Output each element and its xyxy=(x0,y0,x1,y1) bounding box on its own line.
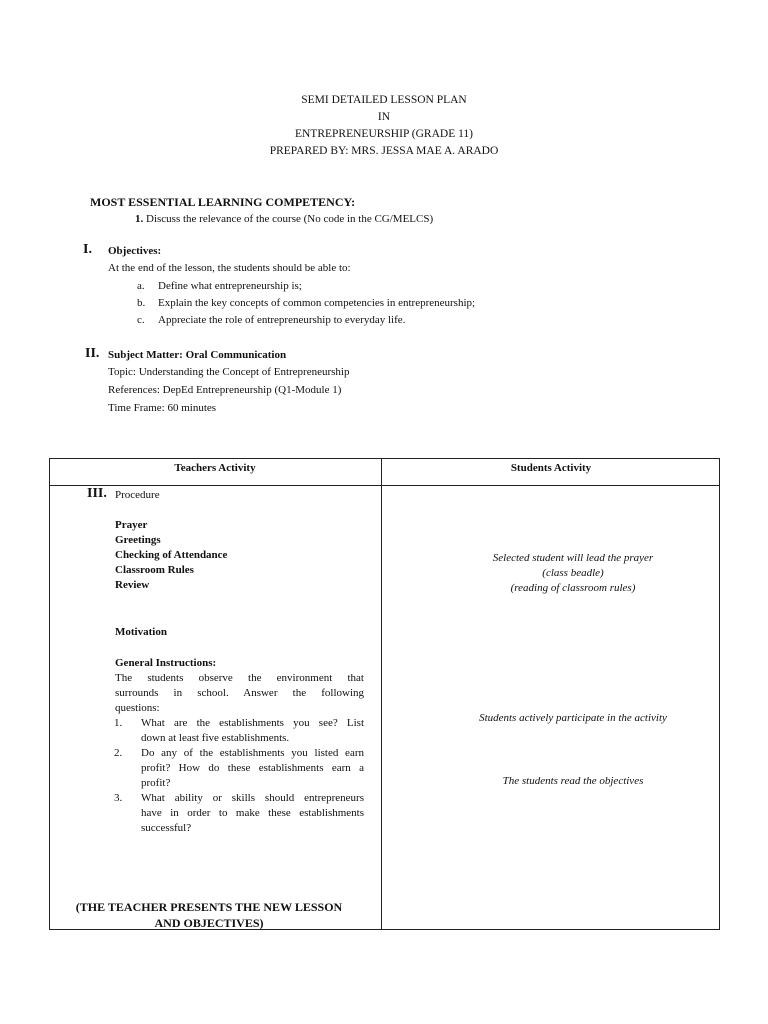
student-participate: Students actively participate in the activity xyxy=(479,712,667,724)
question-2-line-1: Do any of the establishments you listed earn xyxy=(141,747,364,759)
title-line-3: ENTREPRENEURSHIP (GRADE 11) xyxy=(294,128,474,140)
instructions-line-3: questions: xyxy=(115,702,160,714)
melc-number: 1. xyxy=(135,213,144,225)
objective-item-b: Explain the key concepts of common competencies in entrepreneurship; xyxy=(158,297,476,309)
question-2-line-2: profit? How do these establishments earn a xyxy=(141,762,364,774)
title-line-2: IN xyxy=(377,111,391,123)
subject-matter-heading: Subject Matter: Oral Communication xyxy=(108,349,287,361)
student-prayer-line-1: Selected student will lead the prayer xyxy=(492,552,654,564)
students-activity-header: Students Activity xyxy=(510,462,592,474)
subject-matter-roman: II. xyxy=(85,346,100,361)
teacher-presents-line-2: AND OBJECTIVES) xyxy=(154,916,264,930)
motivation-label: Motivation xyxy=(115,626,167,638)
step-greetings: Greetings xyxy=(115,534,161,546)
step-classroom-rules: Classroom Rules xyxy=(115,564,194,576)
question-3-number: 3. xyxy=(114,792,123,804)
question-2 xyxy=(114,746,364,791)
objective-item-c-letter: c. xyxy=(137,314,145,326)
title-line-1: SEMI DETAILED LESSON PLAN xyxy=(301,94,467,106)
teachers-activity-header: Teachers Activity xyxy=(174,462,256,474)
teacher-presents-line-1: (THE TEACHER PRESENTS THE NEW LESSON xyxy=(75,900,343,914)
objectives-roman: I. xyxy=(83,242,92,257)
general-instructions-label: General Instructions: xyxy=(115,657,217,669)
step-attendance: Checking of Attendance xyxy=(115,549,228,561)
student-prayer-block xyxy=(382,551,764,596)
teacher-presents-note xyxy=(49,899,369,931)
objective-item-c: Appreciate the role of entrepreneurship to everyday life. xyxy=(158,314,406,326)
document-title xyxy=(0,92,768,160)
question-3-line-2: have in order to make these establishments xyxy=(141,807,364,819)
student-prayer-line-2: (class beadle) xyxy=(542,567,604,579)
title-line-4: PREPARED BY: MRS. JESSA MAE A. ARADO xyxy=(269,145,499,157)
question-3-line-1: What ability or skills should entrepreneurs xyxy=(141,792,364,804)
objective-item-a-letter: a. xyxy=(137,280,145,292)
student-prayer-line-3: (reading of classroom rules) xyxy=(510,582,636,594)
question-3-line-3: successful? xyxy=(141,822,192,834)
procedure-roman: III. xyxy=(87,486,107,501)
step-review: Review xyxy=(115,579,150,591)
objective-item-a: Define what entrepreneurship is; xyxy=(158,280,302,292)
question-3 xyxy=(114,791,364,836)
question-1-line-1: What are the establishments you see? List xyxy=(141,717,364,729)
melc-heading: MOST ESSENTIAL LEARNING COMPETENCY: xyxy=(90,195,356,209)
objectives-heading: Objectives: xyxy=(108,245,162,257)
references-line: References: DepEd Entrepreneurship (Q1-Module 1) xyxy=(108,384,342,396)
question-1-number: 1. xyxy=(114,717,123,729)
objectives-intro: At the end of the lesson, the students should be able to: xyxy=(108,262,351,274)
question-1-line-2: down at least five establishments. xyxy=(141,732,290,744)
instructions-paragraph xyxy=(115,671,364,716)
melc-text: Discuss the relevance of the course (No code in the CG/MELCS) xyxy=(146,213,434,225)
instructions-line-1: The students observe the environment that xyxy=(115,672,364,684)
melc-item xyxy=(135,212,433,227)
table-column-divider xyxy=(381,458,382,930)
question-2-number: 2. xyxy=(114,747,123,759)
table-header-divider xyxy=(49,485,720,486)
procedure-label: Procedure xyxy=(115,489,160,501)
instructions-line-2: surrounds in school. Answer the following xyxy=(115,687,364,699)
objective-item-b-letter: b. xyxy=(137,297,146,309)
question-2-line-3: profit? xyxy=(141,777,171,789)
question-1 xyxy=(114,716,364,746)
step-prayer: Prayer xyxy=(115,519,148,531)
time-frame-line: Time Frame: 60 minutes xyxy=(108,402,217,414)
student-read-objectives: The students read the objectives xyxy=(502,775,644,787)
topic-line: Topic: Understanding the Concept of Entrepreneurship xyxy=(108,366,350,378)
